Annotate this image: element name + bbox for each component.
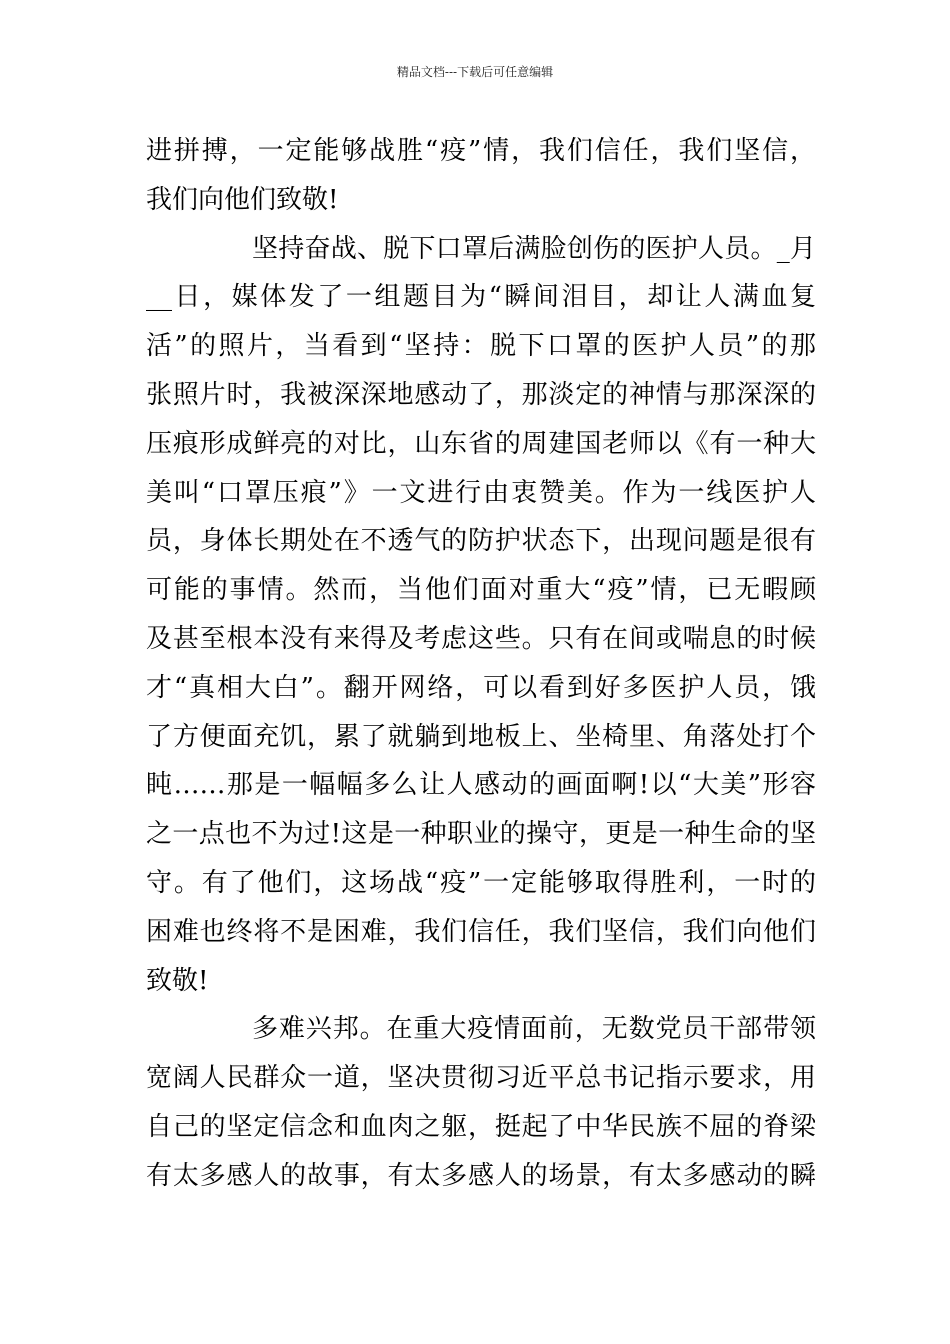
text-line: 守。有了他们，这场战“疫”一定能够取得胜利，一时的 [146,867,816,898]
text-line: 了方便面充饥，累了就躺到地板上、坐椅里、角落处打个 [146,721,816,752]
text-line: 进拼搏，一定能够战胜“疫”情，我们信任，我们坚信， [146,136,816,166]
text-line: 才“真相大白”。翻开网络，可以看到好多医护人员，饿 [146,672,816,703]
text-line: 张照片时，我被深深地感动了，那淡定的神情与那深深的 [146,379,816,410]
text-line: 之一点也不为过!这是一种职业的操守，更是一种生命的坚 [146,819,816,850]
text-line: 员，身体长期处在不透气的防护状态下，出现问题是很有 [146,526,816,557]
document-body [146,127,816,1201]
text-line: 坚持奋战、脱下口罩后满脸创伤的医护人员。_月 [252,233,816,264]
text-line: 自己的坚定信念和血肉之躯，挺起了中华民族不屈的脊梁 [146,1111,816,1142]
text-line: __日，媒体发了一组题目为“瞬间泪目，却让人满血复 [146,282,816,313]
text-line: 盹……那是一幅幅多么让人感动的画面啊!以“大美”形容 [146,770,816,801]
text-line: 致敬! [146,965,209,996]
text-line: 困难也终将不是困难，我们信任，我们坚信，我们向他们 [146,916,816,947]
text-line: 多难兴邦。在重大疫情面前，无数党员干部带领 [252,1014,816,1045]
text-line: 美叫“口罩压痕”》一文进行由衷赞美。作为一线医护人 [146,477,816,508]
text-line: 有太多感人的故事，有太多感人的场景，有太多感动的瞬 [146,1160,816,1191]
text-line: 我们向他们致敬! [146,184,339,215]
text-line: 活”的照片，当看到“坚持：脱下口罩的医护人员”的那 [146,331,816,362]
text-line: 宽阔人民群众一道，坚决贯彻习近平总书记指示要求，用 [146,1063,816,1094]
text-line: 压痕形成鲜亮的对比，山东省的周建国老师以《有一种大 [146,428,816,459]
page-header: 精品文档---下载后可任意编辑 [396,65,554,79]
text-line: 可能的事情。然而，当他们面对重大“疫”情，已无暇顾 [146,575,816,606]
text-line: 及甚至根本没有来得及考虑这些。只有在间或喘息的时候 [146,623,816,654]
